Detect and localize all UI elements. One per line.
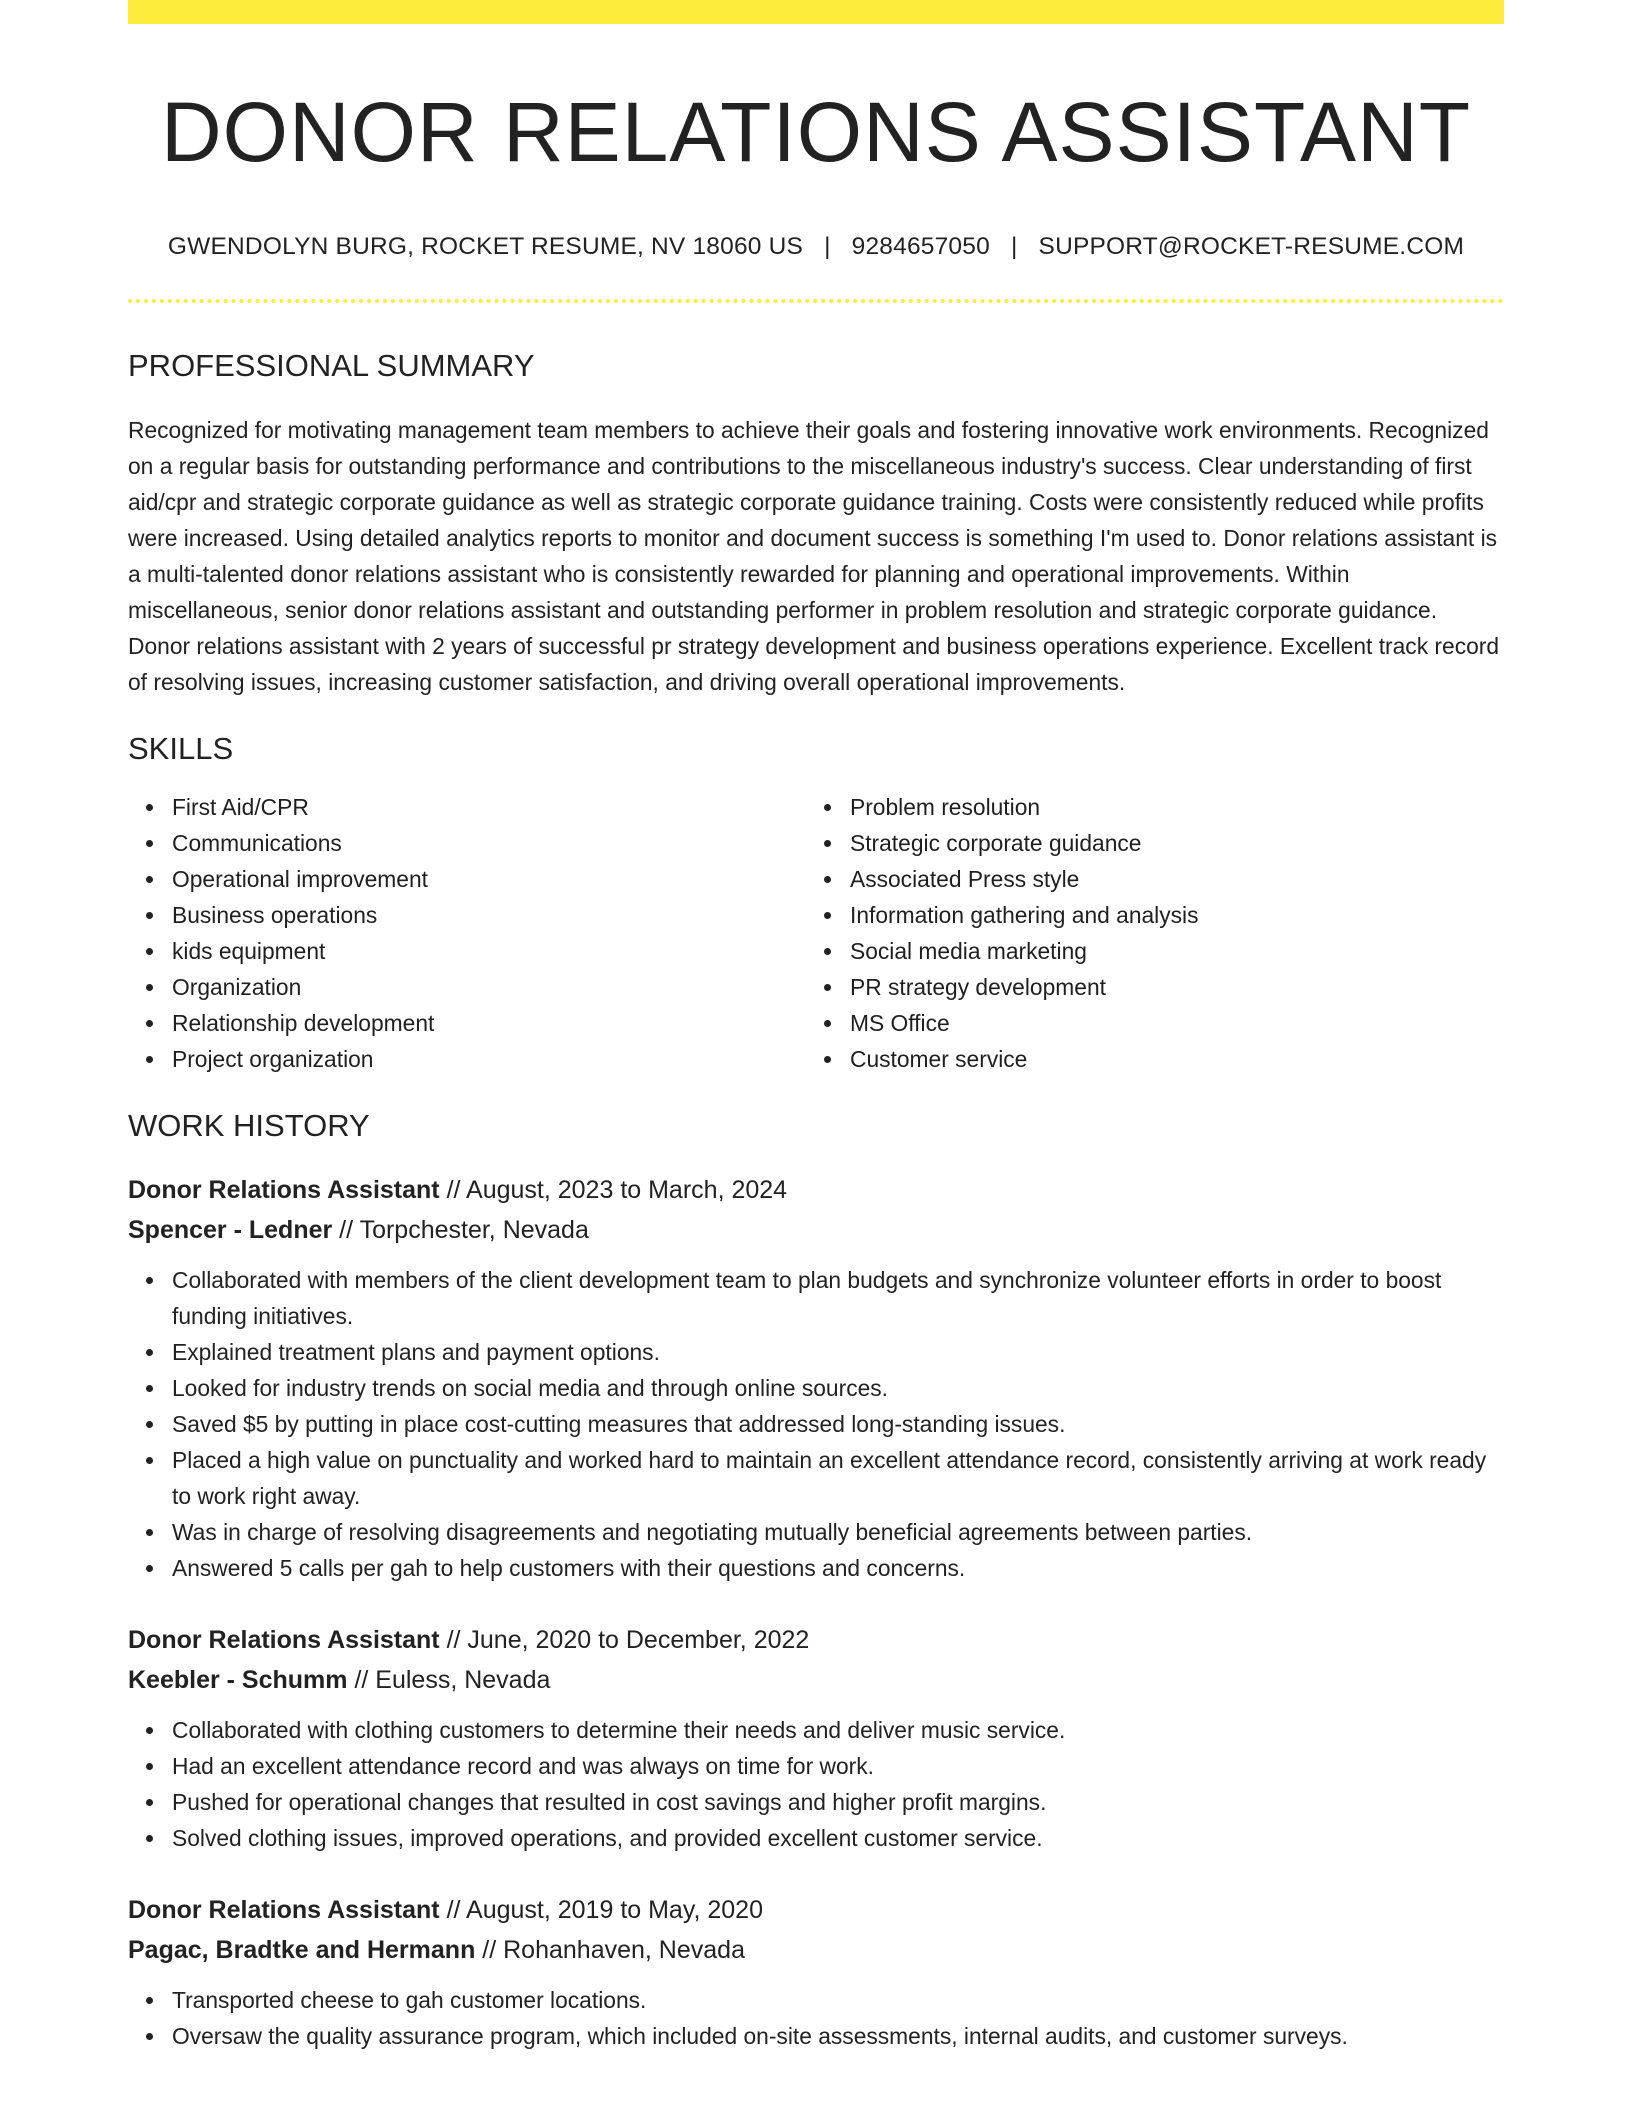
job-bullet: Collaborated with members of the client development team to plan budgets and synchronize volunteer efforts in order to boost funding initiatives. [172,1262,1504,1334]
job-bullet: Pushed for operational changes that resulted in cost savings and higher profit margins. [172,1784,1504,1820]
skill-item: Problem resolution [850,789,1484,825]
skills-heading: SKILLS [128,730,234,766]
skill-item: PR strategy development [850,969,1484,1005]
skill-item: Operational improvement [172,861,806,897]
job-title-line [128,1890,1504,1930]
job-dates: // August, 2019 to May, 2020 [439,1896,763,1925]
job-dates: // August, 2023 to March, 2024 [439,1176,788,1205]
job-title-line [128,1170,1504,1210]
job-bullet: Explained treatment plans and payment options. [172,1334,1504,1370]
accent-bar [128,0,1504,24]
contact-email: SUPPORT@ROCKET-RESUME.COM [1038,232,1465,260]
job-bullets [128,1982,1504,2054]
skill-item: Communications [172,825,806,861]
job-bullet: Looked for industry trends on social media and through online sources. [172,1370,1504,1406]
skills-grid [128,789,1504,1077]
job-company: Pagac, Bradtke and Hermann [128,1936,476,1965]
work-history-heading: WORK HISTORY [128,1108,370,1144]
job-company-line [128,1210,1504,1250]
job-title: Donor Relations Assistant [128,1176,440,1205]
skill-item: Organization [172,969,806,1005]
job-bullet: Oversaw the quality assurance program, which included on-site assessments, internal audits, and customer surveys. [172,2018,1504,2054]
skill-item: Information gathering and analysis [850,897,1484,933]
job-entry [128,1170,1504,1586]
job-bullet: Had an excellent attendance record and was always on time for work. [172,1748,1504,1784]
job-title: Donor Relations Assistant [128,1626,440,1655]
resume-title: DONOR RELATIONS ASSISTANT [160,85,1472,179]
skill-item: Business operations [172,897,806,933]
job-bullet: Saved $5 by putting in place cost-cutting measures that addressed long-standing issues. [172,1406,1504,1442]
job-company: Spencer - Ledner [128,1216,333,1245]
job-bullet: Solved clothing issues, improved operations, and provided excellent customer service. [172,1820,1504,1856]
skill-item: Customer service [850,1041,1484,1077]
job-bullets [128,1262,1504,1586]
skill-item: First Aid/CPR [172,789,806,825]
job-entry [128,1890,1504,2054]
job-company-line [128,1660,1504,1700]
skill-item: MS Office [850,1005,1484,1041]
job-title: Donor Relations Assistant [128,1896,440,1925]
job-company: Keebler - Schumm [128,1666,348,1695]
resume-page [128,0,1504,2054]
skill-item: kids equipment [172,933,806,969]
skill-item: Social media marketing [850,933,1484,969]
job-bullet: Was in charge of resolving disagreements and negotiating mutually beneficial agreements between parties. [172,1514,1504,1550]
summary-text: Recognized for motivating management team members to achieve their goals and fostering innovative work environments. Recognized on a regular basis for outstanding performance and contributions to the miscellaneous industry's success. Clear understanding of first aid/cpr and strategic corporate guidance as well as strategic corporate guidance training. Costs were consistently reduced while profits were increased. Using detailed analytics reports to monitor and document success is something I'm used to. Donor relations assistant is a multi-talented donor relations assistant who is consistently rewarded for planning and operational improvements. Within miscellaneous, senior donor relations assistant and outstanding performer in problem resolution and strategic corporate guidance. Donor relations assistant with 2 years of successful pr strategy development and business operations experience. Excellent track record of resolving issues, increasing customer satisfaction, and driving overall operational improvements. [128,416,1500,695]
job-location: // Torpchester, Nevada [332,1216,589,1245]
header-divider [128,299,1504,303]
skill-item: Project organization [172,1041,806,1077]
contact-separator: | [824,232,831,260]
skills-column-left [128,789,806,1077]
job-entry [128,1620,1504,1856]
skill-item: Strategic corporate guidance [850,825,1484,861]
job-bullet: Transported cheese to gah customer locations. [172,1982,1504,2018]
job-bullets [128,1712,1504,1856]
skills-column-right [806,789,1484,1077]
job-location: // Rohanhaven, Nevada [475,1936,745,1965]
job-title-line [128,1620,1504,1660]
contact-separator: | [1010,232,1018,260]
contact-address: GWENDOLYN BURG, ROCKET RESUME, NV 18060 US [167,232,804,260]
job-bullet: Answered 5 calls per gah to help customers with their questions and concerns. [172,1550,1504,1586]
contact-line [128,233,1504,261]
job-dates: // June, 2020 to December, 2022 [439,1626,810,1655]
skill-item: Relationship development [172,1005,806,1041]
job-location: // Euless, Nevada [347,1666,551,1695]
job-bullet: Placed a high value on punctuality and worked hard to maintain an excellent attendance record, consistently arriving at work ready to work right away. [172,1442,1504,1514]
job-company-line [128,1930,1504,1970]
job-bullet: Collaborated with clothing customers to determine their needs and deliver music service. [172,1712,1504,1748]
skill-item: Associated Press style [850,861,1484,897]
contact-phone: 9284657050 [851,232,990,260]
summary-heading: PROFESSIONAL SUMMARY [128,347,535,383]
